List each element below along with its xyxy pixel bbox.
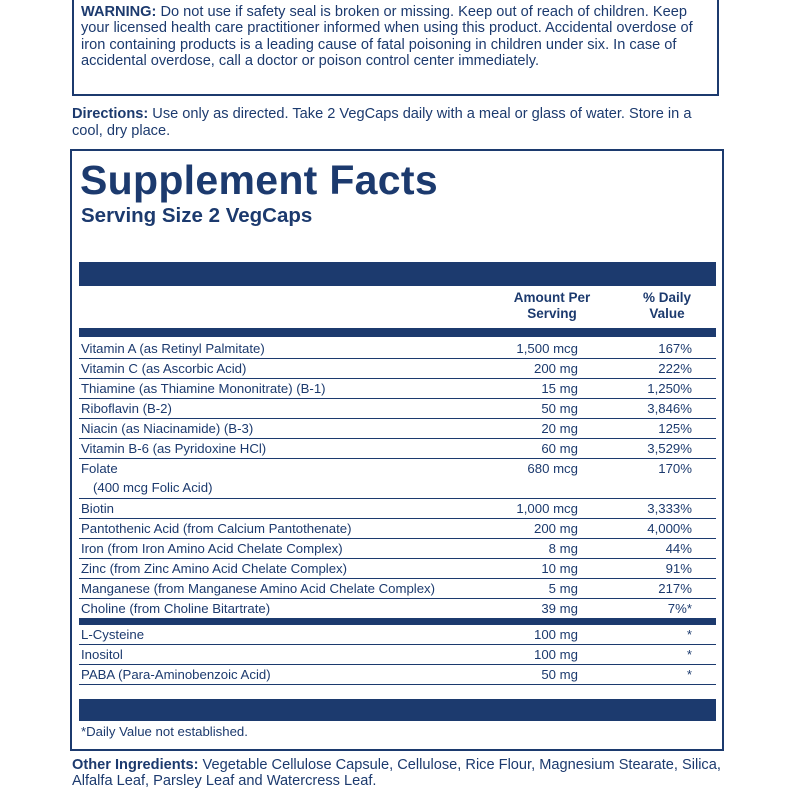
nutrient-daily-value: 1,250% <box>647 381 692 396</box>
nutrient-name: L-Cysteine <box>81 627 145 642</box>
facts-row <box>79 625 716 645</box>
nutrient-amount: 50 mg <box>541 401 578 416</box>
warning-box <box>72 0 719 96</box>
nutrient-amount: 15 mg <box>541 381 578 396</box>
nutrient-daily-value: * <box>686 667 692 682</box>
nutrient-amount: 10 mg <box>541 561 578 576</box>
facts-row <box>79 665 716 685</box>
facts-row <box>79 559 716 579</box>
nutrient-amount: 100 mg <box>534 647 578 662</box>
directions-text: Use only as directed. Take 2 VegCaps daily with a meal or glass of water. Store in a cool, dry place. <box>72 106 692 139</box>
nutrient-name: Riboflavin (B-2) <box>81 401 172 416</box>
nutrient-daily-value: 222% <box>658 361 692 376</box>
facts-row <box>79 399 716 419</box>
nutrient-name: Biotin <box>81 501 114 516</box>
facts-title: Supplement Facts <box>80 157 438 203</box>
nutrient-amount: 60 mg <box>541 441 578 456</box>
nutrient-name: Manganese (from Manganese Amino Acid Chelate Complex) <box>81 581 436 596</box>
amount-header-line1: Amount Per <box>513 290 591 305</box>
footnote: *Daily Value not established. <box>81 724 248 739</box>
facts-row <box>79 339 716 359</box>
nutrient-daily-value: 217% <box>658 581 692 596</box>
facts-row <box>79 499 716 519</box>
nutrient-daily-value: 3,529% <box>647 441 692 456</box>
footer-bar <box>79 699 716 721</box>
directions-label: Directions: <box>72 106 149 122</box>
other-ingredients-text: Vegetable Cellulose Capsule, Cellulose, Rice Flour, Magnesium Stearate, Silica, Alfalfa Leaf, Parsley Leaf and Watercress Leaf. <box>72 757 721 790</box>
nutrient-daily-value: * <box>686 647 692 662</box>
warning-text: Do not use if safety seal is broken or missing. Keep out of reach of children. Keep your licensed health care practitioner informed when using this product. Accidental overdose of iron containing products is a leading cause of fatal poisoning in children under six. In case of accidental overdose, call a doctor or poison control center immediately. <box>81 4 693 69</box>
nutrient-name: Iron (from Iron Amino Acid Chelate Complex) <box>81 541 343 556</box>
nutrient-daily-value: 170% <box>658 461 692 476</box>
nutrient-amount: 1,000 mcg <box>516 501 578 516</box>
dv-header-line1: % Daily <box>642 290 692 305</box>
nutrient-amount: 200 mg <box>534 361 578 376</box>
thick-divider <box>79 328 716 337</box>
nutrient-name: Choline (from Choline Bitartrate) <box>81 601 271 616</box>
nutrient-name: Inositol <box>81 647 123 662</box>
amount-header <box>497 290 607 322</box>
other-ingredients-label: Other Ingredients: <box>72 757 199 773</box>
nutrient-amount: 5 mg <box>548 581 578 596</box>
facts-row <box>79 359 716 379</box>
nutrient-daily-value: 167% <box>658 341 692 356</box>
nutrient-name: Zinc (from Zinc Amino Acid Chelate Complex) <box>81 561 348 576</box>
nutrient-amount: 8 mg <box>548 541 578 556</box>
facts-row <box>79 579 716 599</box>
amount-header-line2: Serving <box>527 306 577 321</box>
nutrient-amount: 1,500 mcg <box>516 341 578 356</box>
nutrient-daily-value: 4,000% <box>647 521 692 536</box>
nutrient-name: Niacin (as Niacinamide) (B-3) <box>81 421 254 436</box>
nutrient-daily-value: 125% <box>658 421 692 436</box>
dv-header-line2: Value <box>649 306 685 321</box>
nutrient-amount: 39 mg <box>541 601 578 616</box>
facts-row <box>79 419 716 439</box>
directions <box>72 106 722 139</box>
nutrient-subname: (400 mcg Folic Acid) <box>93 480 213 495</box>
header-bar <box>79 262 716 286</box>
nutrient-name: Pantothenic Acid (from Calcium Pantothenate) <box>81 521 352 536</box>
nutrient-daily-value: 91% <box>665 561 692 576</box>
warning-label: WARNING: <box>81 4 157 20</box>
nutrient-amount: 100 mg <box>534 627 578 642</box>
facts-row <box>79 645 716 665</box>
serving-size: Serving Size 2 VegCaps <box>81 204 313 227</box>
facts-row <box>79 379 716 399</box>
nutrient-amount: 20 mg <box>541 421 578 436</box>
nutrient-amount: 680 mcg <box>527 461 578 476</box>
nutrient-daily-value: * <box>686 627 692 642</box>
nutrient-daily-value: 3,846% <box>647 401 692 416</box>
nutrient-name: Thiamine (as Thiamine Mononitrate) (B-1) <box>81 381 326 396</box>
facts-row <box>79 459 716 499</box>
nutrient-name: Folate <box>81 461 118 476</box>
nutrient-name: Vitamin A (as Retinyl Palmitate) <box>81 341 265 356</box>
facts-row <box>79 599 716 625</box>
facts-row <box>79 519 716 539</box>
nutrient-name: Vitamin C (as Ascorbic Acid) <box>81 361 247 376</box>
facts-row <box>79 539 716 559</box>
nutrient-daily-value: 44% <box>665 541 692 556</box>
supplement-facts-panel <box>70 149 724 751</box>
nutrient-amount: 200 mg <box>534 521 578 536</box>
nutrient-name: PABA (Para-Aminobenzoic Acid) <box>81 667 271 682</box>
other-ingredients <box>72 757 722 790</box>
nutrient-daily-value: 3,333% <box>647 501 692 516</box>
facts-row <box>79 439 716 459</box>
nutrient-amount: 50 mg <box>541 667 578 682</box>
nutrient-name: Vitamin B-6 (as Pyridoxine HCl) <box>81 441 267 456</box>
dv-header <box>627 290 707 322</box>
nutrient-daily-value: 7%* <box>667 601 692 616</box>
